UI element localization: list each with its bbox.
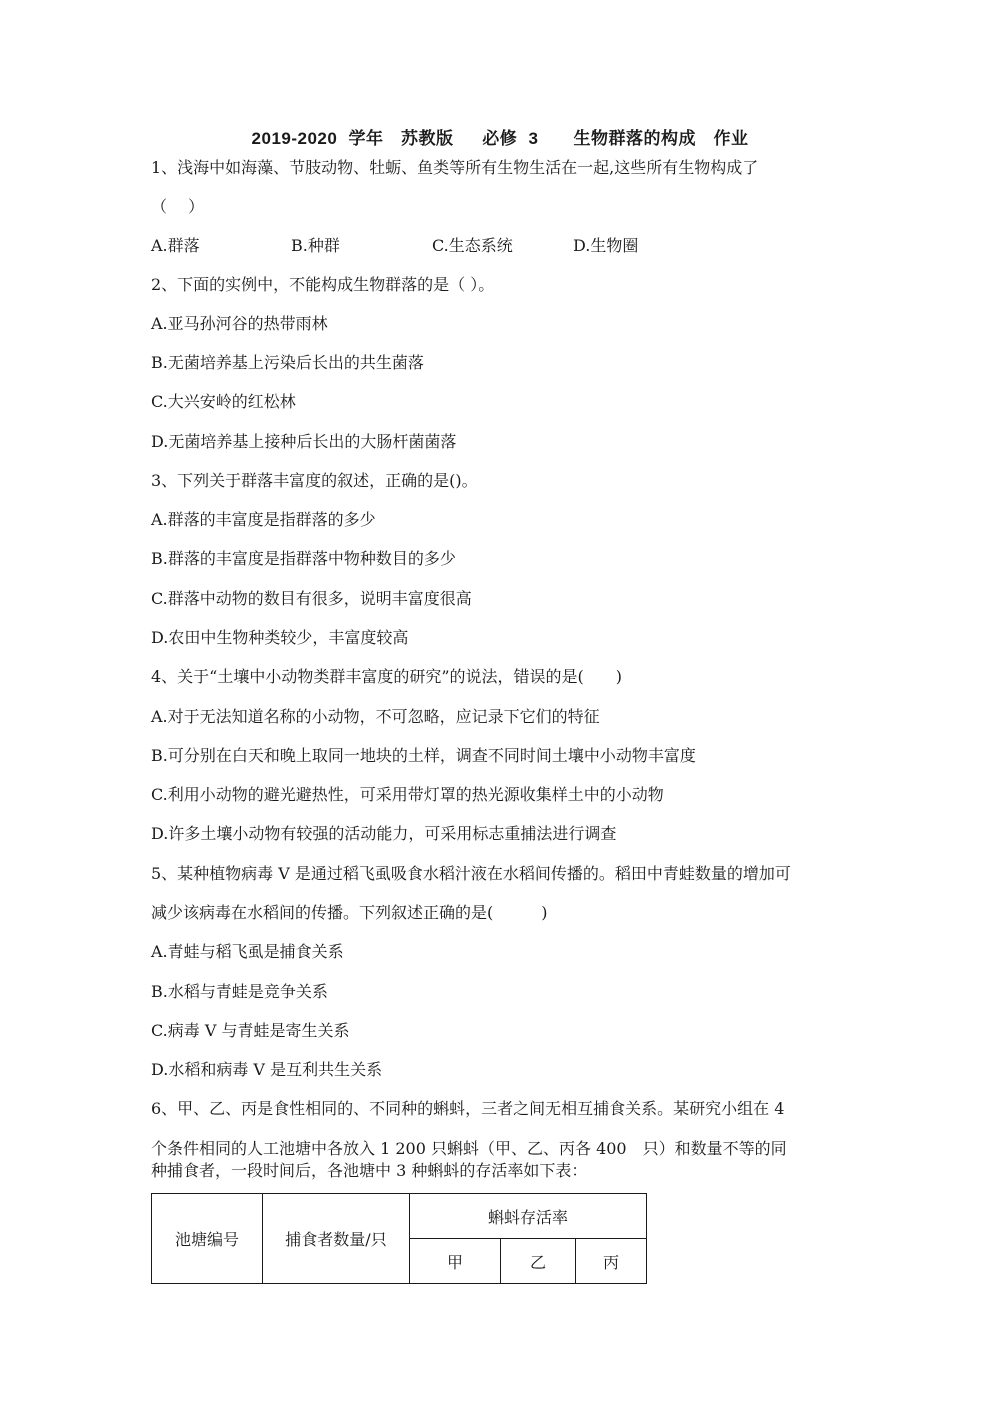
- question-5-option-a: A.青蛙与稻飞虱是捕食关系: [151, 942, 344, 961]
- question-3-option-d: D.农田中生物种类较少，丰富度较高: [151, 628, 409, 647]
- question-2-option-b: B.无菌培养基上污染后长出的共生菌落: [151, 353, 424, 372]
- question-2-option-c: C.大兴安岭的红松林: [151, 392, 296, 411]
- question-4-stem: 4、关于“土壤中小动物类群丰富度的研究”的说法，错误的是( ): [151, 667, 623, 686]
- question-6-stem-line-3: 种捕食者，一段时间后，各池塘中 3 种蝌蚪的存活率如下表：: [151, 1161, 588, 1180]
- question-1-options: [151, 236, 638, 256]
- question-5-stem-line-1: 5、某种植物病毒 V 是通过稻飞虱吸食水稻汁液在水稻间传播的。稻田中青蛙数量的增加可: [151, 864, 791, 883]
- question-3-option-c: C.群落中动物的数目有很多，说明丰富度很高: [151, 589, 472, 608]
- table-subheader-yi: 乙: [501, 1239, 576, 1284]
- question-2-option-a: A.亚马孙河谷的热带雨林: [151, 314, 328, 333]
- question-4-option-d: D.许多土壤小动物有较强的活动能力，可采用标志重捕法进行调查: [151, 824, 617, 843]
- question-3-stem: 3、下列关于群落丰富度的叙述，正确的是()。: [151, 471, 478, 490]
- page-title: 2019-2020 学年 苏教版 必修 3 生物群落的构成 作业: [251, 129, 749, 148]
- question-1-option-b: B.种群: [291, 236, 340, 255]
- question-5-option-d: D.水稻和病毒 V 是互利共生关系: [151, 1060, 383, 1079]
- question-2-stem: 2、下面的实例中，不能构成生物群落的是（ ）。: [151, 275, 495, 294]
- table-subheader-jia: 甲: [410, 1239, 501, 1284]
- question-6-stem-line-1: 6、甲、乙、丙是食性相同的、不同种的蝌蚪，三者之间无相互捕食关系。某研究小组在 4: [151, 1099, 785, 1118]
- question-1-stem: 1、浅海中如海藻、节肢动物、牡蛎、鱼类等所有生物生活在一起,这些所有生物构成了: [151, 158, 759, 177]
- tadpole-survival-table: [151, 1193, 647, 1284]
- question-5-option-b: B.水稻与青蛙是竞争关系: [151, 982, 328, 1001]
- question-5-option-c: C.病毒 V 与青蛙是寄生关系: [151, 1021, 350, 1040]
- question-3-option-b: B.群落的丰富度是指群落中物种数目的多少: [151, 549, 456, 568]
- question-6-stem-line-2: 个条件相同的人工池塘中各放入 1 200 只蝌蚪（甲、乙、丙各 400 只）和数量不等的同: [151, 1139, 787, 1158]
- table-header-survival-rate: 蝌蚪存活率: [410, 1194, 647, 1239]
- question-1-answer-blank: （ ）: [151, 197, 205, 216]
- question-1-option-c: C.生态系统: [432, 236, 513, 255]
- question-3-option-a: A.群落的丰富度是指群落的多少: [151, 510, 376, 529]
- question-2-option-d: D.无菌培养基上接种后长出的大肠杆菌菌落: [151, 432, 457, 451]
- table-subheader-bing: 丙: [576, 1239, 647, 1284]
- question-4-option-c: C.利用小动物的避光避热性，可采用带灯罩的热光源收集样土中的小动物: [151, 785, 664, 804]
- question-1-option-d: D.生物圈: [573, 236, 639, 255]
- table-header-predator-count: 捕食者数量/只: [263, 1194, 410, 1284]
- question-4-option-b: B.可分别在白天和晚上取同一地块的土样，调查不同时间土壤中小动物丰富度: [151, 746, 696, 765]
- question-1-option-a: A.群落: [151, 236, 200, 255]
- question-4-option-a: A.对于无法知道名称的小动物，不可忽略，应记录下它们的特征: [151, 707, 600, 726]
- question-5-stem-line-2: 减少该病毒在水稻间的传播。下列叙述正确的是( ): [151, 903, 548, 922]
- table-header-pond-number: 池塘编号: [152, 1194, 263, 1284]
